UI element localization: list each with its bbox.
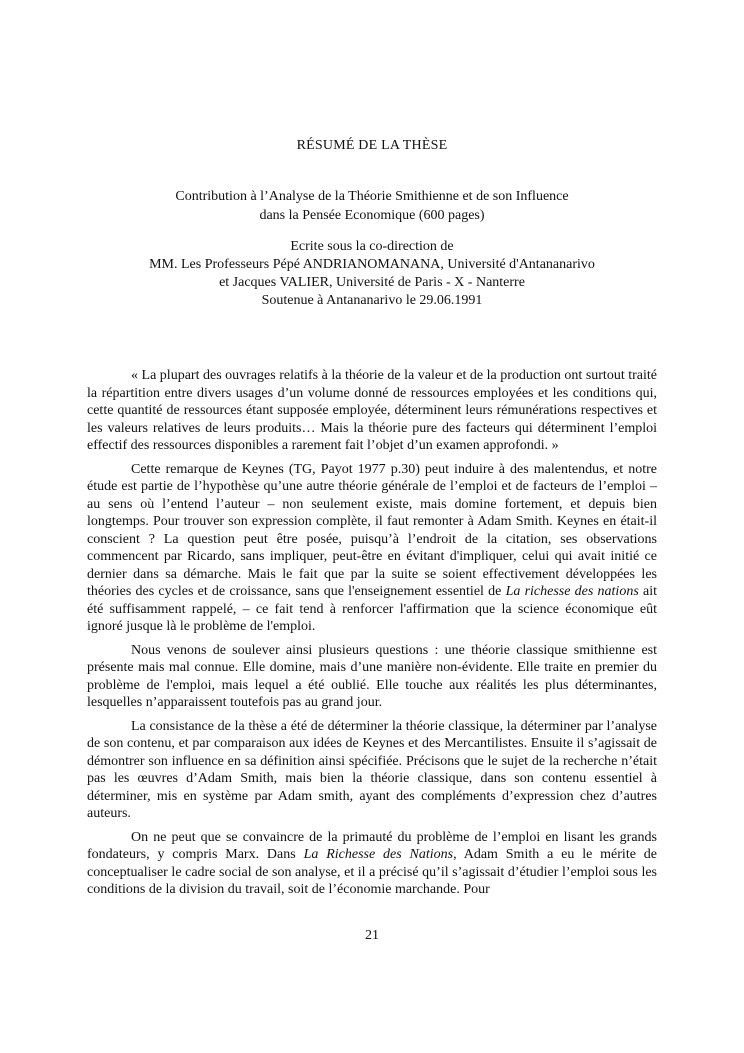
paragraph-text: , Adam Smith a eu le mérite de conceptualiser le cadre social de son analyse, et il a précisé qu’il s’agissait d’étudier l’emploi sous les conditions de la division du travail, soit de l’économie marchande. Pour	[87, 847, 657, 897]
paragraph-text: Nous venons de soulever ainsi plusieurs questions : une théorie classique smithienne est présente mais mal connue. Elle domine, mais d’une manière non-évidente. Elle traite en premier du problème de l'emploi, mais lequel a été oublié. Elle touche aux réalités les plus déterminantes, lesquelles n’apparaissent toutefois pas au grand jour.	[87, 642, 657, 710]
direction-line: MM. Les Professeurs Pépé ANDRIANOMANANA, Université d'Antananarivo	[149, 257, 595, 272]
thesis-subtitle	[0, 187, 744, 225]
direction-line: Ecrite sous la co-direction de	[290, 239, 454, 254]
paragraph-2	[87, 461, 657, 636]
page-title: RÉSUMÉ DE LA THÈSE	[296, 138, 448, 153]
paragraph-5	[87, 829, 657, 899]
paragraph-3	[87, 642, 657, 712]
paragraph-1	[87, 367, 657, 455]
paragraph-4	[87, 718, 657, 823]
direction-line: et Jacques VALIER, Université de Paris - X - Nanterre	[219, 275, 525, 290]
paragraph-text: Cette remarque de Keynes (TG, Payot 1977 p.30) peut induire à des malentendus, et notre étude est partie de l’hypothèse qu’une autre théorie générale de l’emploi et de facteurs de l’emploi – au sens où l’entend l’auteur – non seulement existe, mais domine fortement, et depuis bien longtemps. Pour trouver son expression complète, il faut remonter à Adam Smith. Keynes en était-il conscient ? La question peut être posée, puisqu’à l’endroit de la citation, ses observations commencent par Ricardo, sans impliquer, peut-être en évitant d'impliquer, celui qui avait initié ce dernier dans sa démarche. Mais le fait que par la suite se soient effectivement développées les théories des cycles et de croissance, sans que l'enseignement essentiel de	[87, 461, 657, 599]
paragraph-text: La consistance de la thèse a été de déterminer la théorie classique, la déterminer par l’analyse de son contenu, et par comparaison aux idées de Keynes et des Mercantilistes. Ensuite il s’agissait de démontrer son influence en sa définition ainsi spécifiée. Précisons que le sujet de la recherche n’était pas les œuvres d’Adam Smith, mais bien la théorie classique, dans son contenu essentiel à déterminer, mis en système par Adam smith, ayant des compléments d’expression chez d’autres auteurs.	[87, 718, 657, 821]
thesis-direction-block	[0, 238, 744, 310]
page-number: 21	[365, 928, 379, 943]
subtitle-line: Contribution à l’Analyse de la Théorie Smithienne et de son Influence	[175, 189, 569, 204]
book-title-italic: La Richesse des Nations	[303, 847, 454, 862]
paragraph-text: ait été suffisamment rappelé, – ce fait tend à renforcer l'affirmation que la science économique eût ignoré jusque là le problème de l'emploi.	[87, 584, 657, 634]
subtitle-line: dans la Pensée Economique (600 pages)	[259, 208, 485, 223]
book-title-italic: La richesse des nations	[505, 584, 639, 599]
paragraph-text: « La plupart des ouvrages relatifs à la théorie de la valeur et de la production ont surtout traité la répartition entre divers usages d’un volume donné de ressources employées et les conditions qui, cette quantité de ressources étant supposée employée, déterminent leurs rémunérations respectives et les valeurs relatives de leurs produits… Mais la théorie pure des facteurs qui déterminent l’emploi effectif des ressources disponibles a rarement fait l’objet d’un examen approfondi. »	[87, 368, 657, 453]
direction-line: Soutenue à Antananarivo le 29.06.1991	[261, 293, 483, 308]
paragraph-text: On ne peut que se convaincre de la primauté du problème de l’emploi en lisant les grands fondateurs, y compris Marx. Dans	[87, 829, 657, 862]
body-text	[87, 367, 657, 905]
